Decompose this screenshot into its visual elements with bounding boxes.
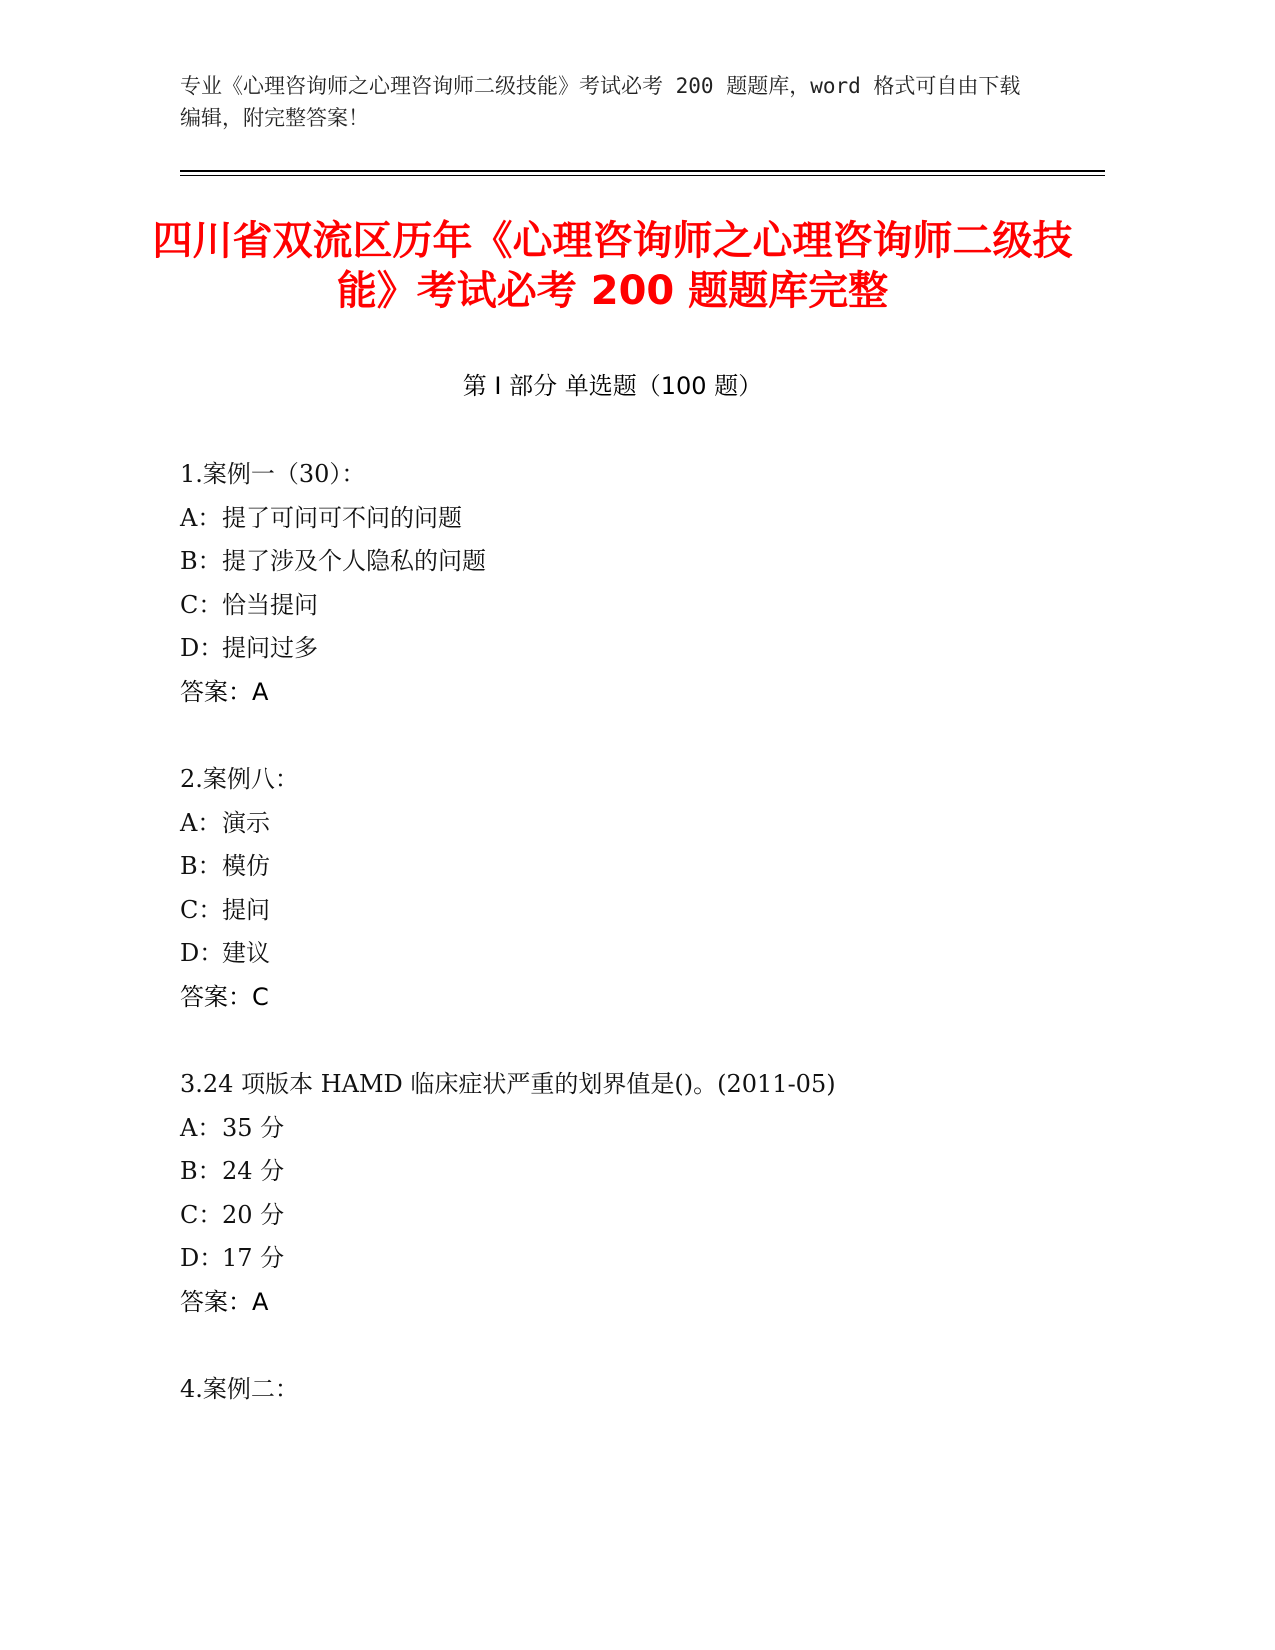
option-text: 恰当提问 xyxy=(222,590,318,619)
option-key: B： xyxy=(180,547,222,575)
option-text: 24 分 xyxy=(222,1157,285,1185)
answer-line: 答案：A xyxy=(180,1287,269,1316)
question-1 xyxy=(180,453,1080,714)
option-text: 提问过多 xyxy=(222,634,318,662)
header-note: 专业《心理咨询师之心理咨询师二级技能》考试必考 200 题题库，word 格式可自由下载编辑，附完整答案！ xyxy=(180,74,1021,130)
option-d xyxy=(180,1237,1080,1281)
option-text: 建议 xyxy=(222,939,270,967)
answer-line: 答案：C xyxy=(180,982,269,1011)
option-b xyxy=(180,845,1080,889)
option-key: A： xyxy=(180,1113,222,1142)
question-stem: 1.案例一（30）： xyxy=(180,460,366,488)
option-c xyxy=(180,584,1080,628)
option-d xyxy=(180,627,1080,671)
option-key: C： xyxy=(180,590,223,619)
question-stem: 2.案例八： xyxy=(180,765,299,793)
option-b xyxy=(180,540,1080,584)
question-stem: 4.案例二： xyxy=(180,1375,299,1403)
option-text: 提了涉及个人隐私的问题 xyxy=(222,547,486,575)
option-key: D： xyxy=(180,634,224,662)
option-text: 模仿 xyxy=(222,852,270,880)
option-a xyxy=(180,497,1080,541)
option-text: 提问 xyxy=(222,895,270,924)
option-b xyxy=(180,1150,1080,1194)
option-text: 演示 xyxy=(222,808,270,837)
question-stem: 3.24 项版本 HAMD 临床症状严重的划界值是()。(2011-05) xyxy=(180,1070,836,1098)
option-a xyxy=(180,1107,1080,1151)
question-4 xyxy=(180,1368,1080,1412)
option-text: 17 分 xyxy=(222,1244,285,1272)
option-c xyxy=(180,1194,1080,1238)
option-text: 35 分 xyxy=(222,1113,285,1142)
option-key: B： xyxy=(180,852,222,880)
option-key: A： xyxy=(180,808,222,837)
option-key: B： xyxy=(180,1157,222,1185)
answer-line: 答案：A xyxy=(180,677,269,706)
option-key: C： xyxy=(180,1200,223,1229)
question-2 xyxy=(180,758,1080,1019)
header-divider-thin xyxy=(180,175,1105,176)
question-3 xyxy=(180,1063,1080,1324)
section-heading: 第 I 部分 单选题（100 题） xyxy=(462,372,763,400)
option-key: D： xyxy=(180,939,224,967)
option-key: C： xyxy=(180,895,223,924)
option-d xyxy=(180,932,1080,976)
header-divider-thick xyxy=(180,170,1105,172)
option-text: 20 分 xyxy=(222,1200,285,1229)
option-key: A： xyxy=(180,503,222,532)
option-a xyxy=(180,802,1080,846)
document-title: 四川省双流区历年《心理咨询师之心理咨询师二级技能》考试必考 200 题题库完整 xyxy=(152,218,1073,314)
option-c xyxy=(180,889,1080,933)
option-key: D： xyxy=(180,1244,224,1272)
option-text: 提了可问可不问的问题 xyxy=(222,503,462,532)
